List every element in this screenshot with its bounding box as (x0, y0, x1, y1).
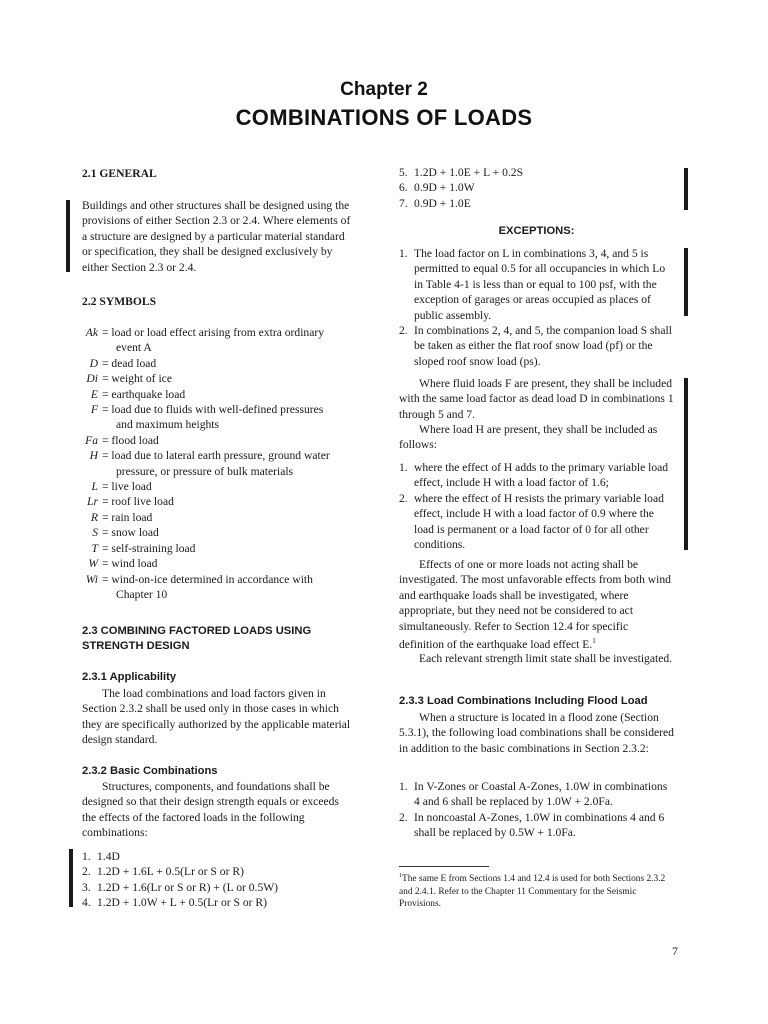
item-number: 1. (399, 780, 408, 793)
section-2-3-2-heading: 2.3.2 Basic Combinations (82, 765, 218, 777)
symbol-row (82, 494, 354, 509)
symbol-def-cont: Chapter 10 (116, 587, 168, 601)
symbol-term: F (90, 403, 98, 417)
section-2-3-1-heading: 2.3.1 Applicability (82, 671, 177, 683)
list-item (82, 864, 354, 879)
list-item (399, 810, 674, 841)
symbol-def: = self-straining load (102, 541, 196, 555)
list-item (82, 880, 354, 895)
symbol-def-cont: and maximum heights (116, 418, 220, 432)
symbol-term: Di (86, 372, 98, 386)
item-number: 2. (399, 324, 408, 338)
symbol-term: H (89, 449, 98, 463)
item-number: 7. (399, 196, 408, 210)
symbol-def-cont: pressure, or pressure of bulk materials (116, 464, 294, 478)
symbol-def-cont: event A (116, 341, 152, 355)
item-number: 1. (399, 461, 408, 474)
change-bar (66, 200, 70, 272)
fluid-loads-paragraph: Where fluid loads F are present, they shall be included with the same load factor as dead load D in combinations 1 through 5 and 7. (399, 377, 674, 421)
section-2-1-body: Buildings and other structures shall be designed using the provisions of either Section 2.3 or 2.4. Where elements of a structure are designed by a particular material standard or specification, they shall be designed exclusively by either Section 2.3 or 2.4. (82, 199, 351, 274)
symbol-def: = live load (102, 480, 152, 494)
symbol-term: S (92, 526, 98, 540)
item-text: In noncoastal A-Zones, 1.0W in combinations 4 and 6 shall be replaced by 0.5W + 1.0Fa. (414, 810, 665, 840)
item-number: 2. (399, 491, 408, 505)
symbol-def: = flood load (102, 433, 159, 447)
item-number: 3. (82, 880, 91, 894)
symbol-def: = roof live load (102, 495, 174, 509)
item-text: 1.2D + 1.0W + L + 0.5(Lr or S or R) (97, 896, 267, 910)
item-text: 1.2D + 1.6L + 0.5(Lr or S or R) (97, 865, 244, 879)
item-text: The load factor on L in combinations 3, 4, and 5 is permitted to equal 0.5 for all occupancies in which Lo in Table 4-1 is less than or equal to 100 psf, with the exception of garages or areas occupied as places of public assembly. (414, 247, 666, 322)
symbol-row (82, 510, 354, 525)
symbol-row (82, 479, 354, 494)
symbol-row (82, 525, 354, 540)
list-item (399, 323, 674, 369)
h-loads-list (399, 460, 674, 552)
symbol-row (82, 433, 354, 448)
exceptions-title: EXCEPTIONS: (498, 225, 575, 237)
footnote-mark: 1 (592, 637, 596, 646)
change-bar (69, 849, 73, 907)
symbol-row (82, 572, 354, 603)
list-item (399, 180, 674, 195)
list-item (399, 460, 674, 491)
chapter-title: COMBINATIONS OF LOADS (235, 105, 533, 130)
symbol-def: = snow load (102, 526, 159, 540)
symbol-term: W (88, 557, 98, 571)
effects-text: Effects of one or more loads not acting shall be investigated. The most unfavorable effects from both wind and earthquake loads shall be investigated, where appropriate, but they need not be considered to act simultaneously. Refer to Section 12.4 for specific definition of the earthquake load effect E. (399, 558, 671, 651)
change-bar (684, 248, 688, 316)
symbol-term: Fa (85, 433, 98, 447)
symbol-term: Wi (85, 572, 98, 586)
symbol-term: Lr (87, 495, 98, 509)
section-2-2-heading: 2.2 SYMBOLS (82, 295, 157, 308)
symbol-row (82, 402, 354, 433)
item-number: 4. (82, 896, 91, 910)
section-2-3-2-body: Structures, components, and foundations shall be designed so that their design strength equals or exceeds the effects of the factored loads in the following combinations: (82, 780, 339, 840)
symbol-row (82, 541, 354, 556)
list-item (82, 895, 354, 910)
page-number: 7 (672, 944, 678, 958)
symbol-row (82, 325, 354, 356)
symbol-term: L (91, 480, 98, 494)
item-text: 1.2D + 1.0E + L + 0.2S (414, 166, 524, 179)
item-text: 0.9D + 1.0E (414, 196, 471, 210)
section-2-3-1-body: The load combinations and load factors given in Section 2.3.2 shall be used only in those cases in which they are specifically authorized by the applicable material design standard. (82, 687, 351, 747)
symbol-def: = wind-on-ice determined in accordance with (102, 572, 313, 586)
section-2-3-heading: 2.3 COMBINING FACTORED LOADS USING STRENGTH DESIGN (82, 625, 312, 653)
symbols-list (82, 325, 354, 602)
list-item (82, 849, 354, 864)
list-item (399, 165, 674, 180)
flood-combinations-list (399, 779, 674, 841)
basic-combinations-list-cont (399, 165, 674, 211)
symbol-def: = load or load effect arising from extra ordinary (102, 326, 325, 339)
section-2-1-heading: 2.1 GENERAL (82, 167, 157, 180)
item-text: where the effect of H resists the primary variable load effect, include H with a load factor of 0.9 where the load is permanent or a load factor of 0 for all other conditions. (414, 491, 664, 552)
chapter-number: Chapter 2 (340, 79, 428, 100)
change-bar (684, 378, 688, 550)
symbol-row (82, 387, 354, 402)
symbol-row (82, 371, 354, 386)
list-item (399, 779, 674, 810)
symbol-def: = weight of ice (102, 372, 172, 386)
list-item (399, 196, 674, 211)
item-text: 0.9D + 1.0W (414, 181, 475, 195)
symbol-row (82, 448, 354, 479)
symbol-term: Ak (85, 326, 98, 339)
item-number: 2. (399, 810, 408, 824)
item-number: 1. (399, 247, 408, 260)
effects-paragraph (399, 557, 674, 652)
basic-combinations-list (82, 849, 354, 911)
section-2-3-3-heading: 2.3.3 Load Combinations Including Flood Load (399, 695, 648, 707)
item-number: 2. (82, 865, 91, 879)
list-item (399, 491, 674, 553)
symbol-row (82, 556, 354, 571)
symbol-term: D (89, 356, 98, 370)
item-text: 1.2D + 1.6(Lr or S or R) + (L or 0.5W) (97, 880, 279, 894)
item-number: 1. (82, 850, 91, 863)
symbol-def: = rain load (102, 510, 153, 524)
footnote-rule (399, 866, 489, 867)
list-item (399, 246, 674, 323)
footnote-text: The same E from Sections 1.4 and 12.4 is used for both Sections 2.3.2 and 2.4.1. Refer to the Chapter 11 Commentary for the Seismic Provisions. (399, 874, 666, 910)
h-loads-intro: Where load H are present, they shall be included as follows: (399, 423, 658, 452)
symbol-def: = load due to fluids with well-defined pressures (102, 403, 324, 417)
footnote-number: 1 (399, 873, 402, 879)
symbol-def: = earthquake load (102, 387, 186, 401)
item-text: where the effect of H adds to the primary variable load effect, include H with a load factor of 1.6; (414, 461, 669, 490)
section-2-3-3-body: When a structure is located in a flood zone (Section 5.3.1), the following load combinations shall be considered in addition to the basic combinations in Section 2.3.2: (399, 711, 674, 755)
symbol-def: = load due to lateral earth pressure, ground water (102, 449, 330, 463)
footnote (399, 870, 674, 911)
item-text: In V-Zones or Coastal A-Zones, 1.0W in combinations 4 and 6 shall be replaced by 1.0W + 2.0Fa. (414, 780, 668, 809)
exceptions-list (399, 246, 674, 369)
limit-state-paragraph: Each relevant strength limit state shall be investigated. (419, 652, 673, 665)
item-number: 5. (399, 166, 408, 179)
symbol-term: T (91, 541, 98, 555)
item-text: 1.4D (97, 850, 120, 863)
item-text: In combinations 2, 4, and 5, the companion load S shall be taken as either the flat roof snow load (pf) or the sloped roof snow load (ps). (414, 324, 672, 368)
symbol-term: E (90, 387, 98, 401)
symbol-def: = dead load (102, 356, 157, 370)
change-bar (684, 168, 688, 210)
symbol-term: R (90, 510, 98, 524)
symbol-def: = wind load (102, 557, 158, 571)
item-number: 6. (399, 181, 408, 195)
symbol-row (82, 356, 354, 371)
